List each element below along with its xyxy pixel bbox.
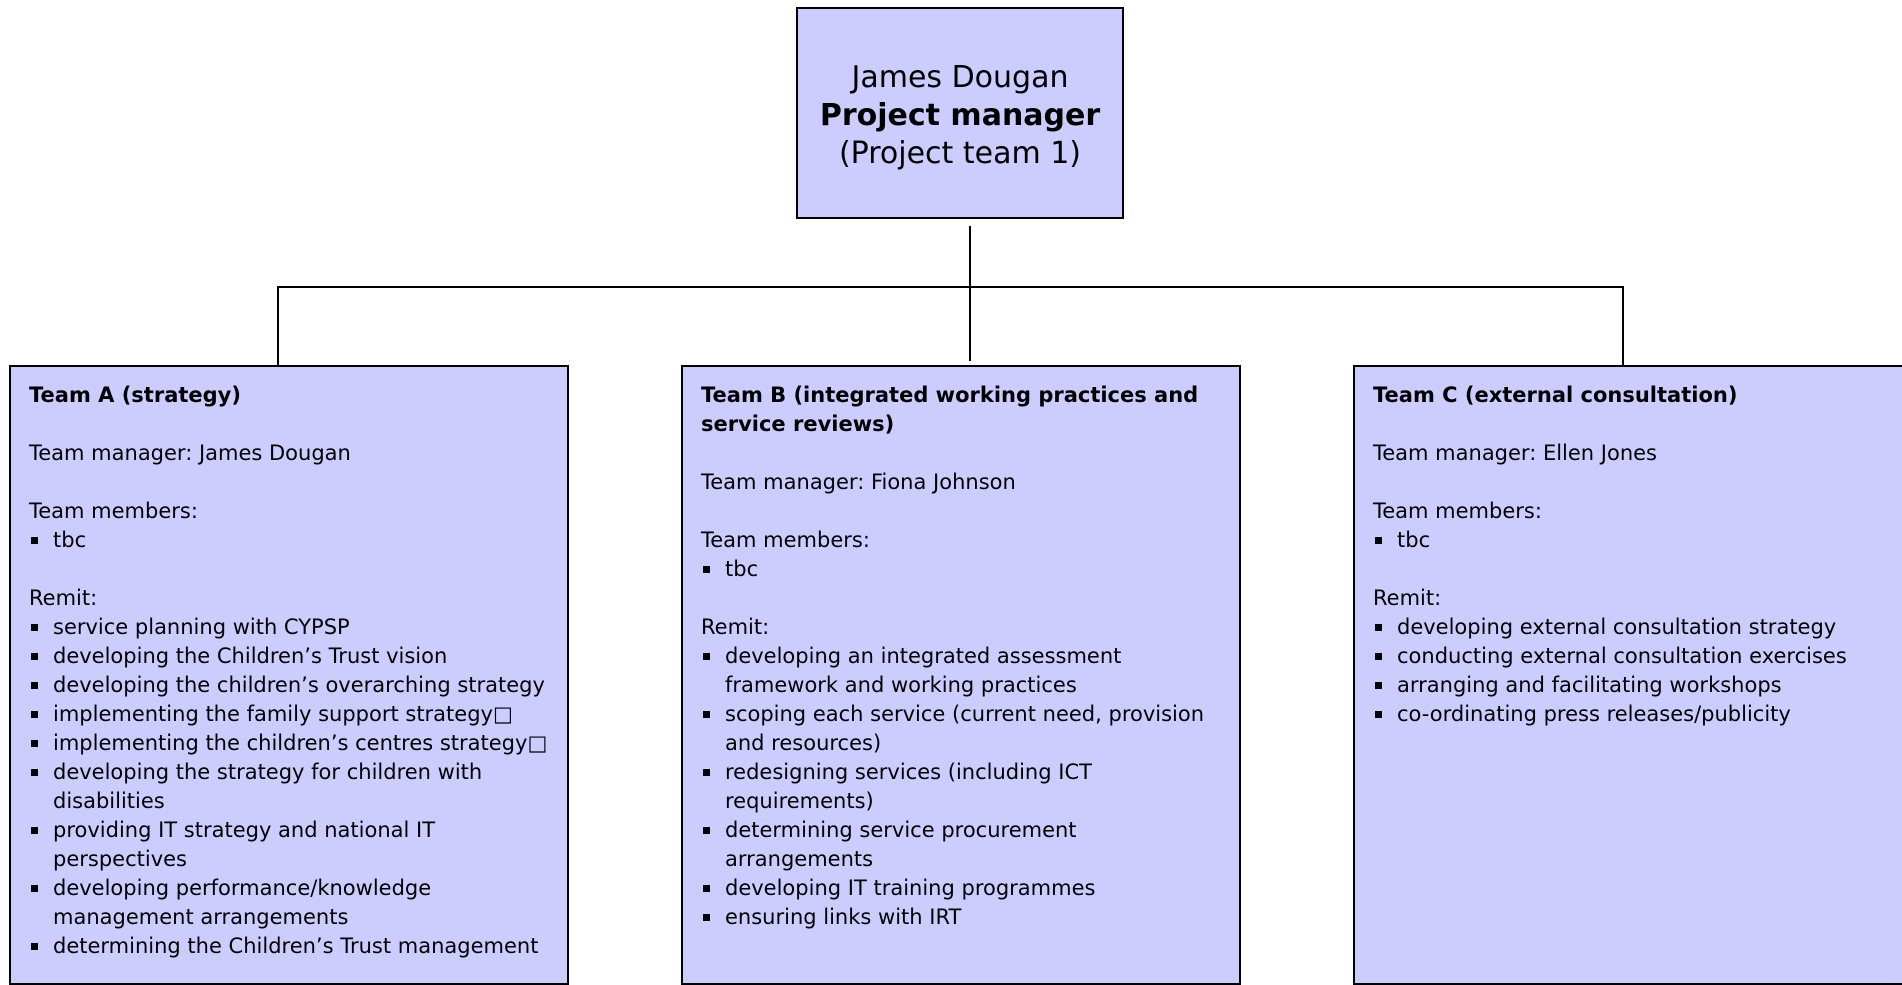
team-members-list [701, 555, 1221, 584]
remit-label: Remit: [29, 586, 98, 610]
team-title: Team A (strategy) [29, 383, 241, 407]
list-item: implementing the children’s centres strategy□ [29, 729, 549, 758]
list-item: developing performance/knowledge management arrangements [29, 874, 549, 932]
list-item: tbc [29, 526, 549, 555]
team-b-box [681, 365, 1241, 985]
team-members-label: Team members: [701, 528, 870, 552]
list-item: service planning with CYPSP [29, 613, 549, 642]
list-item: developing the Children’s Trust vision [29, 642, 549, 671]
list-item: developing external consultation strategy [1373, 613, 1902, 642]
list-item: tbc [701, 555, 1221, 584]
list-item: scoping each service (current need, provision and resources) [701, 700, 1221, 758]
list-item: arranging and facilitating workshops [1373, 671, 1902, 700]
remit-list [701, 642, 1221, 932]
team-manager: Team manager: James Dougan [29, 441, 351, 465]
list-item: tbc [1373, 526, 1902, 555]
connector-vertical-team-c [1622, 286, 1624, 365]
list-item: determining the Children’s Trust management [29, 932, 549, 961]
remit-list [29, 613, 549, 961]
project-manager-team: (Project team 1) [838, 136, 1082, 171]
team-manager: Team manager: Fiona Johnson [701, 470, 1016, 494]
connector-vertical-team-a [277, 286, 279, 365]
list-item: conducting external consultation exercises [1373, 642, 1902, 671]
list-item: developing the strategy for children with disabilities [29, 758, 549, 816]
team-a-box [9, 365, 569, 985]
team-members-list [29, 526, 549, 555]
remit-list [1373, 613, 1902, 729]
connector-horizontal [277, 286, 1624, 288]
team-c-box [1353, 365, 1902, 985]
project-manager-name: James Dougan [851, 60, 1069, 95]
team-title: Team B (integrated working practices and service reviews) [701, 383, 1199, 436]
list-item: providing IT strategy and national IT perspectives [29, 816, 549, 874]
list-item: implementing the family support strategy□ [29, 700, 549, 729]
team-members-label: Team members: [29, 499, 198, 523]
connector-vertical-main [969, 226, 971, 361]
team-members-label: Team members: [1373, 499, 1542, 523]
list-item: redesigning services (including ICT requirements) [701, 758, 1221, 816]
project-manager-role: Project manager [819, 98, 1101, 133]
team-title: Team C (external consultation) [1373, 383, 1738, 407]
list-item: determining service procurement arrangements [701, 816, 1221, 874]
remit-label: Remit: [701, 615, 770, 639]
team-manager: Team manager: Ellen Jones [1373, 441, 1658, 465]
list-item: developing IT training programmes [701, 874, 1221, 903]
list-item: developing the children’s overarching strategy [29, 671, 549, 700]
project-manager-box [796, 7, 1124, 219]
remit-label: Remit: [1373, 586, 1442, 610]
list-item: developing an integrated assessment framework and working practices [701, 642, 1221, 700]
team-members-list [1373, 526, 1902, 555]
list-item: ensuring links with IRT [701, 903, 1221, 932]
list-item: co-ordinating press releases/publicity [1373, 700, 1902, 729]
